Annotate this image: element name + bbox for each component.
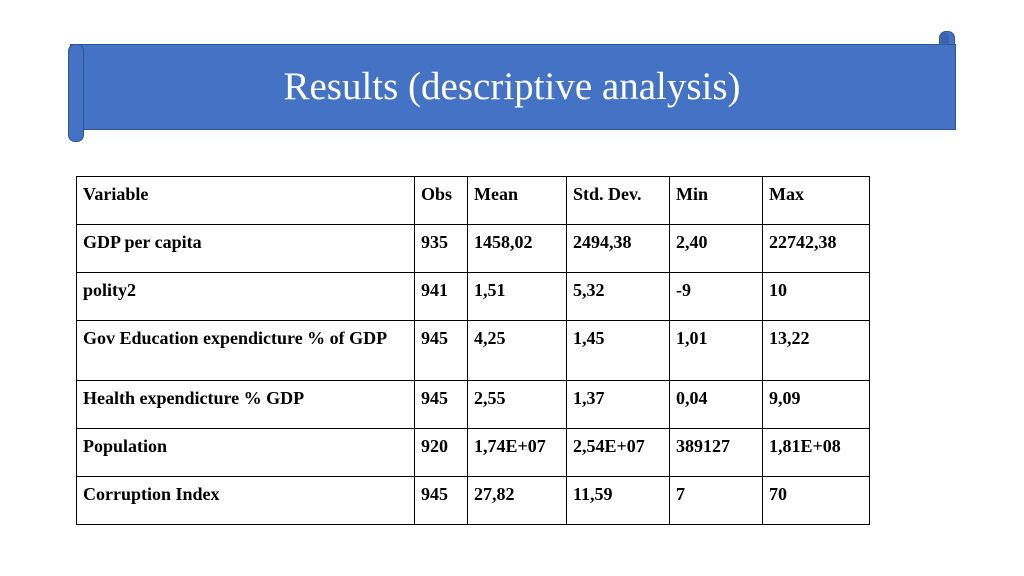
table-row (77, 321, 870, 381)
cell-std-dev: 11,59 (567, 477, 670, 525)
descriptive-stats-table (76, 176, 870, 525)
cell-min: 2,40 (670, 225, 763, 273)
table-row (77, 477, 870, 525)
cell-max: 70 (763, 477, 870, 525)
cell-mean: 1,51 (468, 273, 567, 321)
table-header-row (77, 177, 870, 225)
cell-variable: Population (77, 429, 415, 477)
cell-min: 1,01 (670, 321, 763, 381)
cell-max: 22742,38 (763, 225, 870, 273)
cell-std-dev: 1,45 (567, 321, 670, 381)
cell-max: 10 (763, 273, 870, 321)
header-mean: Mean (468, 177, 567, 225)
cell-obs: 945 (415, 381, 468, 429)
cell-min: 7 (670, 477, 763, 525)
cell-variable: Gov Education expendicture % of GDP (77, 321, 415, 381)
cell-mean: 2,55 (468, 381, 567, 429)
cell-mean: 27,82 (468, 477, 567, 525)
cell-min: 389127 (670, 429, 763, 477)
cell-std-dev: 2494,38 (567, 225, 670, 273)
cell-variable: Health expendicture % GDP (77, 381, 415, 429)
cell-max: 1,81E+08 (763, 429, 870, 477)
cell-min: -9 (670, 273, 763, 321)
cell-mean: 1458,02 (468, 225, 567, 273)
cell-variable: polity2 (77, 273, 415, 321)
table-row (77, 381, 870, 429)
cell-variable: GDP per capita (77, 225, 415, 273)
cell-obs: 935 (415, 225, 468, 273)
cell-max: 9,09 (763, 381, 870, 429)
cell-obs: 941 (415, 273, 468, 321)
header-min: Min (670, 177, 763, 225)
cell-obs: 920 (415, 429, 468, 477)
slide-title: Results (descriptive analysis) (283, 64, 741, 108)
cell-max: 13,22 (763, 321, 870, 381)
cell-variable: Corruption Index (77, 477, 415, 525)
cell-min: 0,04 (670, 381, 763, 429)
table-row (77, 225, 870, 273)
header-std-dev: Std. Dev. (567, 177, 670, 225)
table-row (77, 429, 870, 477)
cell-mean: 4,25 (468, 321, 567, 381)
table-row (77, 273, 870, 321)
cell-std-dev: 2,54E+07 (567, 429, 670, 477)
cell-std-dev: 5,32 (567, 273, 670, 321)
header-variable: Variable (77, 177, 415, 225)
cell-std-dev: 1,37 (567, 381, 670, 429)
header-obs: Obs (415, 177, 468, 225)
cell-obs: 945 (415, 477, 468, 525)
cell-mean: 1,74E+07 (468, 429, 567, 477)
header-max: Max (763, 177, 870, 225)
cell-obs: 945 (415, 321, 468, 381)
